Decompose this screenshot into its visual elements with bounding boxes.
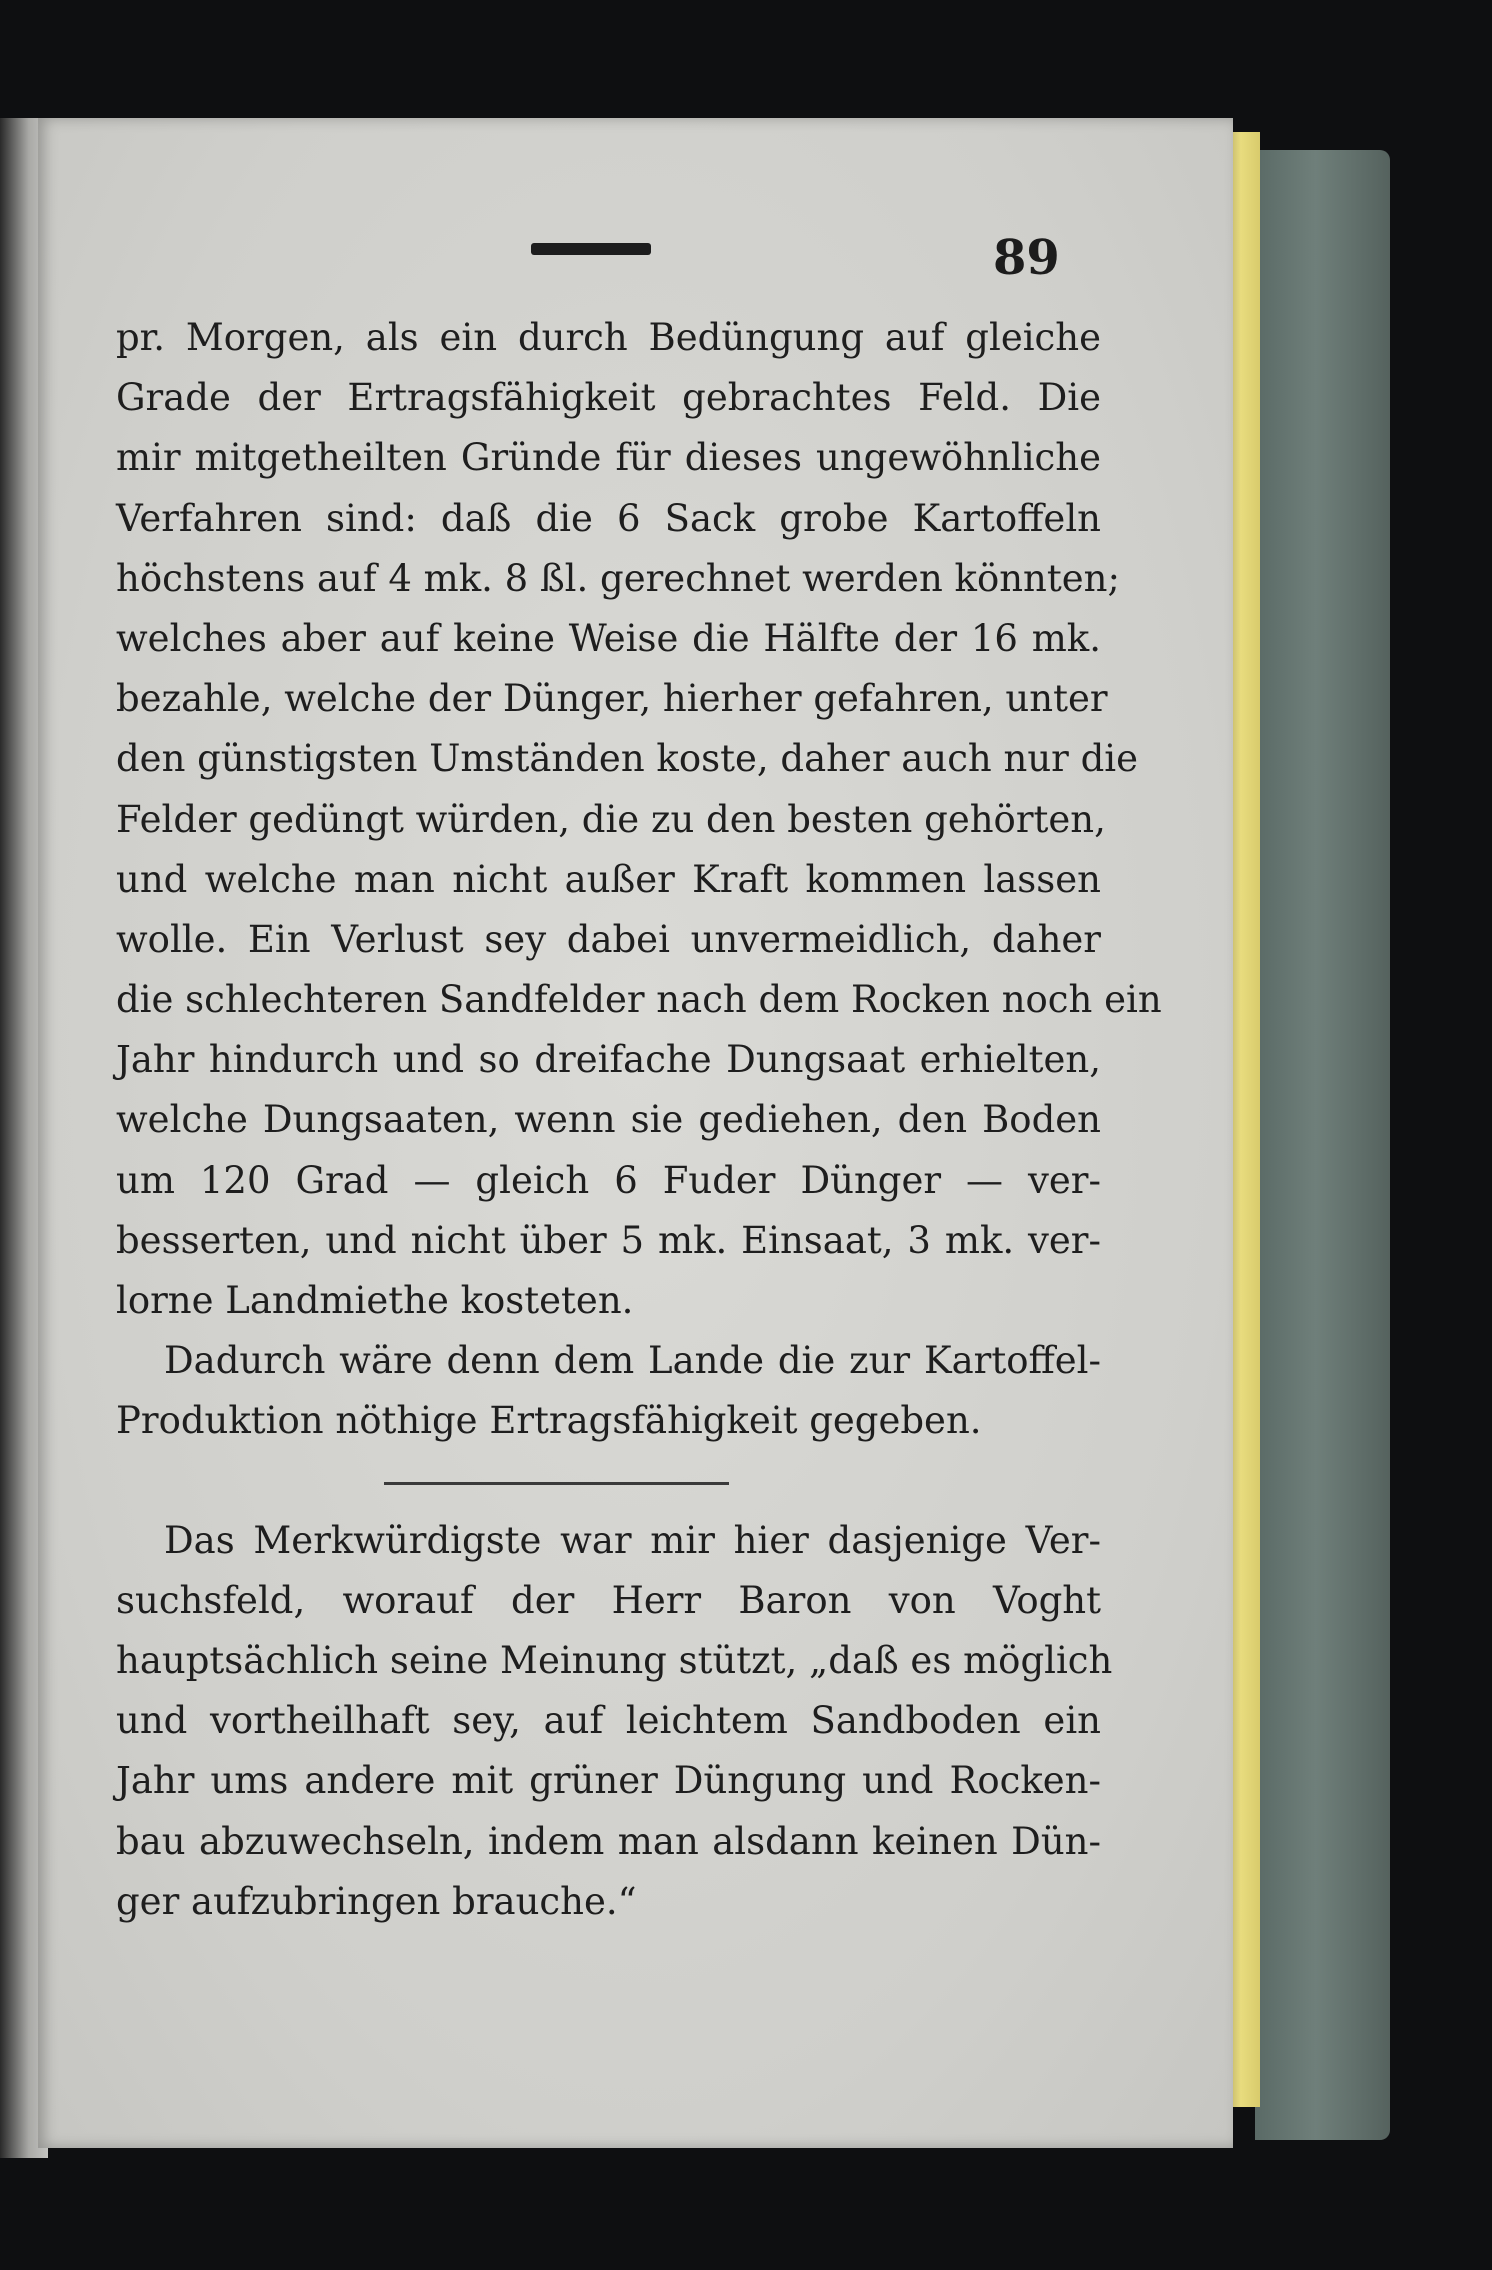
text-line: pr. Morgen, als ein durch Bedüngung auf gleiche [116,316,1101,359]
text-line: höchstens auf 4 mk. 8 ßl. gerechnet werden könnten; [116,556,1120,600]
text-line: ger aufzubringen brauche.“ [116,1879,637,1923]
book-cover-board [1255,150,1390,2140]
text-line: bau abzuwechseln, indem man alsdann keinen Dün- [116,1819,1101,1863]
text-line: und welche man nicht außer Kraft kommen lassen [116,857,1101,901]
text-line: bezahle, welche der Dünger, hierher gefahren, unter [116,677,1108,721]
text-line: Jahr ums andere mit grüner Düngung und Rocken- [116,1759,1101,1803]
paragraph-3 [116,1511,1113,1932]
book-page [38,118,1233,2148]
text-line: Grade der Ertragsfähigkeit gebrachtes Feld. Die [116,376,1101,420]
text-line: hauptsächlich seine Meinung stützt, „daß es möglich [116,1638,1113,1682]
paragraph-1 [116,308,1162,1331]
text-line: Das Merkwürdigste war mir hier dasjenige Ver- [164,1518,1101,1562]
text-line: Verfahren sind: daß die 6 Sack grobe Kartoffeln [116,496,1101,540]
text-line: um 120 Grad — gleich 6 Fuder Dünger — ver- [116,1158,1101,1202]
text-line: besserten, und nicht über 5 mk. Einsaat, 3 mk. ver- [116,1218,1101,1262]
section-divider [384,1482,729,1485]
text-line: welche Dungsaaten, wenn sie gediehen, den Boden [116,1098,1101,1142]
text-line: und vortheilhaft sey, auf leichtem Sandboden ein [116,1699,1101,1743]
text-line: wolle. Ein Verlust sey dabei unvermeidlich, daher [116,917,1101,961]
text-line: lorne Landmiethe kosteten. [116,1279,634,1322]
page-text [116,308,1162,1932]
text-line: den günstigsten Umständen koste, daher auch nur die [116,737,1139,781]
paragraph-2 [116,1331,1101,1451]
text-line: Produktion nöthige Ertragsfähigkeit gegeben. [116,1399,982,1443]
header-ornament-rule [531,243,651,255]
text-line: welches aber auf keine Weise die Hälfte der 16 mk. [116,616,1101,660]
page-number: 89 [993,230,1060,286]
text-line: die schlechteren Sandfelder nach dem Rocken noch ein [116,978,1162,1022]
text-line: mir mitgetheilten Gründe für dieses ungewöhnliche [116,436,1101,480]
text-line: suchsfeld, worauf der Herr Baron von Voght [116,1578,1101,1622]
text-line: Dadurch wäre denn dem Lande die zur Kartoffel- [164,1339,1101,1383]
text-line: Felder gedüngt würden, die zu den besten gehörten, [116,797,1106,841]
text-line: Jahr hindurch und so dreifache Dungsaat erhielten, [116,1038,1101,1082]
